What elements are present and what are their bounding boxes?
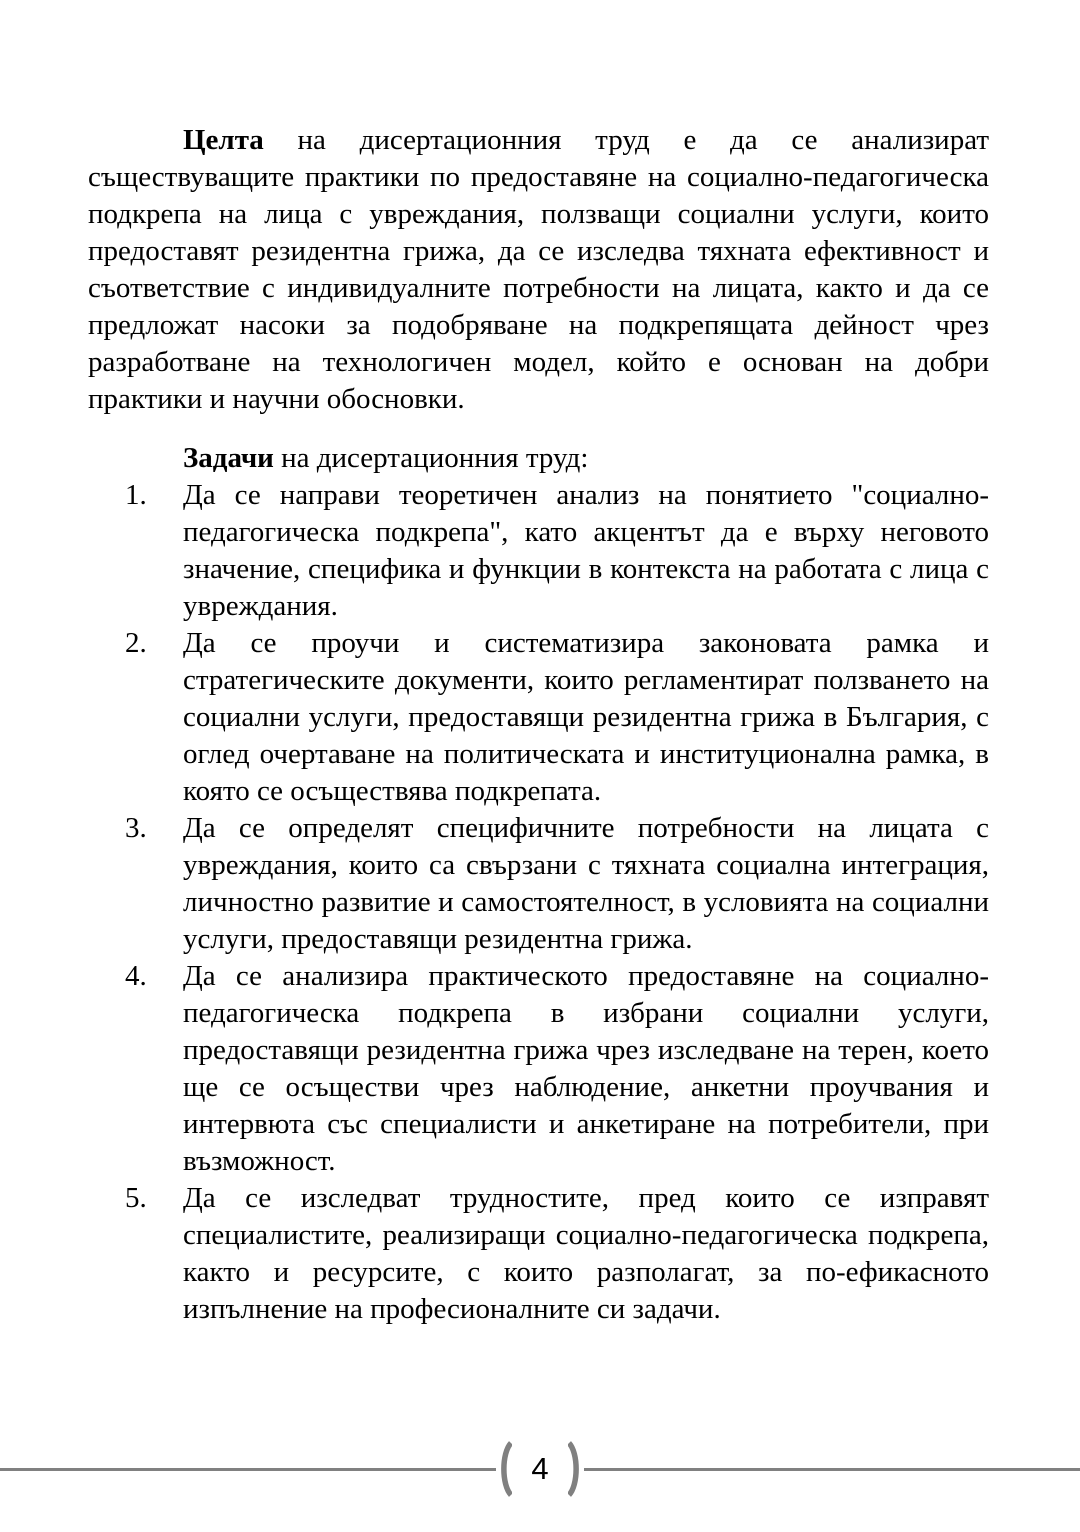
tasks-list bbox=[88, 477, 989, 1328]
tasks-lead-word: Задачи bbox=[183, 442, 274, 474]
page-footer bbox=[0, 1440, 1080, 1498]
task-item-1: Да се направи теоретичен анализ на понятието "социално-педагогическа подкрепа", като акцентът да е върху неговото значение, специфика и функции в контекста на работата с лица с увреждания. bbox=[183, 479, 989, 622]
footer-rule-right bbox=[584, 1468, 1080, 1471]
task-item-5: Да се изследват трудностите, пред които се изправят специалистите, реализиращи социално-педагогическа подкрепа, както и ресурсите, с които разполагат, за по-ефикасното изпълнение на професионалните си задачи. bbox=[183, 1182, 989, 1325]
task-item-3: Да се определят специфичните потребности на лицата с увреждания, които са свързани с тяхната социална интеграция, личностно развитие и самостоятелност, в условията на социални услуги, предоставящи резидентна грижа. bbox=[183, 812, 989, 955]
intro-text: на дисертационния труд е да се анализират съществуващите практики по предоставяне на социално-педагогическа подкрепа на лица с увреждания, ползващи социални услуги, които предоставят резидентна грижа, да се изследва тяхната ефективност и съответствие с индивидуалните потребности на лицата, както и да се предложат насоки за подобряване на подкрепящата дейност чрез разработване на технологичен модел, който е основан на добри практики и научни обосновки. bbox=[88, 124, 989, 415]
task-item-2: Да се проучи и систематизира законовата рамка и стратегическите документи, които регламентират ползването на социални услуги, предоставящи резидентна грижа в България, с оглед очертаване на политическата и институционална рамка, в която се осъществява подкрепата. bbox=[183, 627, 989, 807]
task-item-4: Да се анализира практическото предоставяне на социално-педагогическа подкрепа в избрани социални услуги, предоставящи резидентна грижа чрез изследване на терен, което ще се осъществи чрез наблюдение, анкетни проучвания и интервюта със специалисти и анкетиране на потребители, при възможност. bbox=[183, 960, 989, 1177]
tasks-heading-text: на дисертационния труд: bbox=[273, 442, 589, 474]
page-number-bracket-left-icon bbox=[496, 1440, 512, 1498]
page-number-bracket-right-icon bbox=[568, 1440, 584, 1498]
intro-lead-word: Целта bbox=[183, 124, 264, 156]
footer-rule-left bbox=[0, 1468, 496, 1471]
tasks-heading bbox=[88, 440, 989, 477]
intro-paragraph bbox=[88, 122, 989, 418]
page-body bbox=[88, 122, 989, 1328]
page-number: 4 bbox=[531, 1451, 549, 1486]
